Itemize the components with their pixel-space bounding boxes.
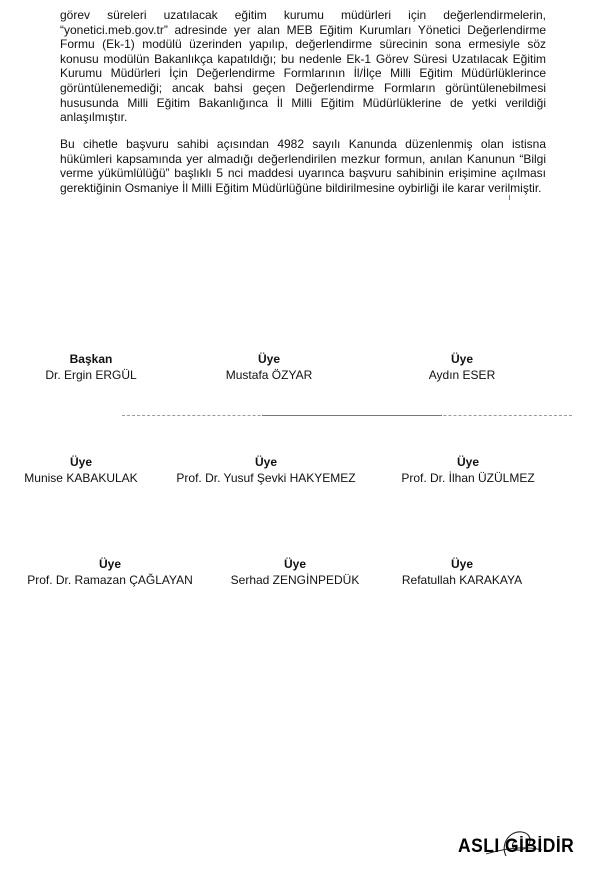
- signatory-name: Refatullah KARAKAYA: [401, 573, 523, 587]
- signature-row-3: [0, 556, 600, 590]
- body-paragraph-2: Bu cihetle başvuru sahibi açısından 4982 sayılı Kanunda düzenlenmiş olan istisna hükümleri kapsamında yer almadığı değerlendirilen mezkur formun, anılan Kanunun “Bilgi verme yükümlülüğü” başlıklı 5 nci maddesi uyarınca başvuru sahibinin erişimine açılması gerektiğinin Osmaniye İl Milli Eğitim Müdürlüğüne bildirilmesine oybirliği ile karar verilmiştir.: [60, 137, 546, 195]
- signatory-name: Dr. Ergin ERGÜL: [45, 368, 137, 382]
- signatory-name: Prof. Dr. İlhan ÜZÜLMEZ: [401, 471, 535, 485]
- signature-block: [200, 556, 390, 588]
- certified-copy-stamp: ASLI GİBİDİR: [458, 836, 575, 857]
- signatory-name: Serhad ZENGİNPEDÜK: [230, 573, 360, 587]
- signatory-role: Başkan: [69, 352, 113, 366]
- signatory-name: Mustafa ÖZYAR: [225, 368, 313, 382]
- signatory-role: Üye: [456, 455, 479, 469]
- signature-row-1: [0, 351, 600, 385]
- signature-block: [0, 454, 176, 486]
- signature-block: [171, 454, 361, 486]
- signatory-role: Üye: [98, 557, 121, 571]
- signatory-role: Üye: [254, 455, 277, 469]
- signatory-name: Prof. Dr. Ramazan ÇAĞLAYAN: [27, 573, 193, 587]
- signatory-name: Munise KABAKULAK: [24, 471, 138, 485]
- divider-line-segment: [262, 415, 442, 416]
- signature-row-2: [0, 454, 600, 488]
- signature-block: [367, 556, 557, 588]
- signatory-role: Üye: [450, 352, 473, 366]
- signature-block: [0, 351, 186, 383]
- signature-block: [15, 556, 205, 588]
- signatory-name: Aydın ESER: [428, 368, 496, 382]
- signatory-role: Üye: [450, 557, 473, 571]
- body-paragraph-1: görev süreleri uzatılacak eğitim kurumu müdürleri için değerlendirmelerin, “yonetici.meb.gov.tr” adresinde yer alan MEB Eğitim Kurumları Yönetici Değerlendirme Formu (Ek-1) modülü üzerinden yapılıp, değerlendirme sürecinin sona ermesiyle söz konusu modülün Bakanlıkça kapatıldığı; bu nedenle Ek-1 Görev Süresi Uzatılacak Eğitim Kurumu Müdürleri İçin Değerlendirme Formlarının İl/İlçe Milli Eğitim Müdürlüklerince görüntülenemediği; ancak bahsi geçen Değerlendirme Formların görüntülenebilmesi hususunda Milli Eğitim Bakanlığınca İl Milli Eğitim Müdürlüklerine de yetki verildiği anlaşılmıştır.: [60, 8, 546, 125]
- signatory-name: Prof. Dr. Yusuf Şevki HAKYEMEZ: [176, 471, 356, 485]
- signatory-role: Üye: [283, 557, 306, 571]
- scan-mark: [509, 195, 510, 200]
- signature-block: [174, 351, 364, 383]
- signature-block: [367, 351, 557, 383]
- signature-block: [373, 454, 563, 486]
- signatory-role: Üye: [69, 455, 92, 469]
- signatory-role: Üye: [257, 352, 280, 366]
